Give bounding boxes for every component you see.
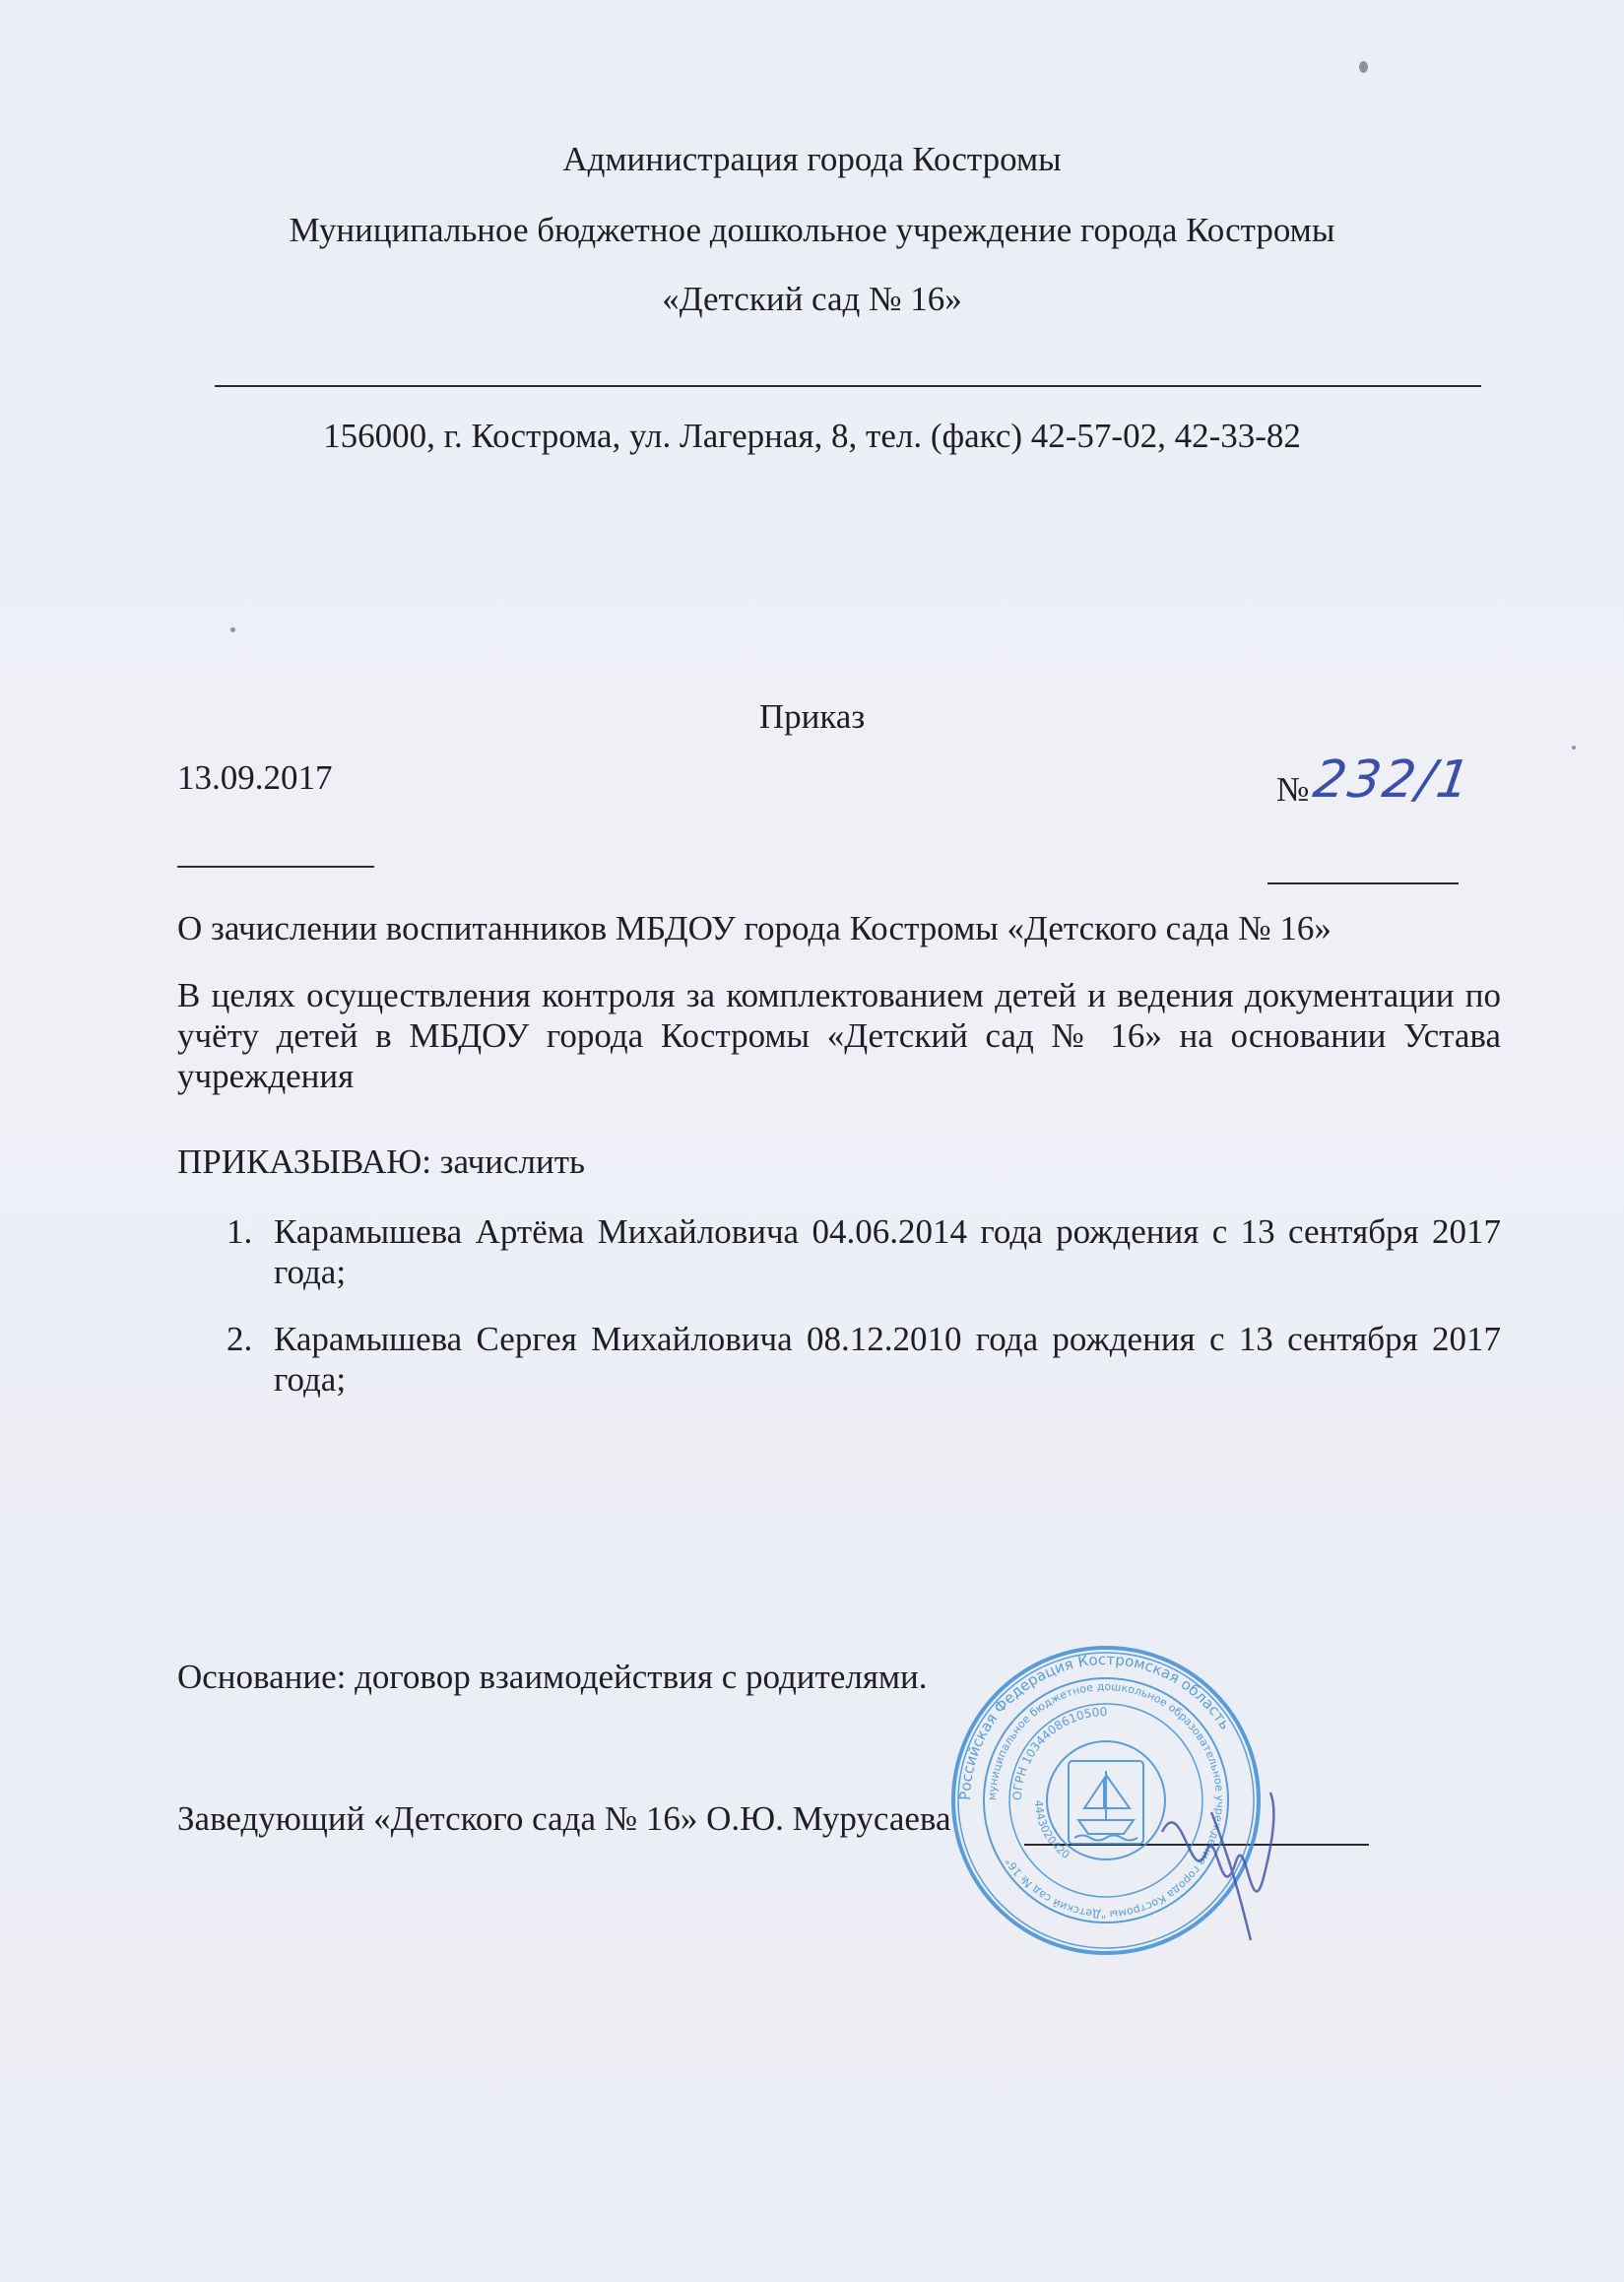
order-number-handwritten: 232/1 <box>1309 750 1476 810</box>
header-administration: Администрация города Костромы <box>562 140 1062 178</box>
order-subject: О зачислении воспитанников МБДОУ города Костромы «Детского сада № 16» <box>177 909 1332 947</box>
date-underline <box>177 866 374 868</box>
header-address: 156000, г. Кострома, ул. Лагерная, 8, тел. (факс) 42-57-02, 42-33-82 <box>323 417 1301 455</box>
stamp-outer-text: Российская Федерация Костромская область <box>955 1650 1235 1801</box>
list-item-text: Карамышева Артёма Михайловича 04.06.2014 года рождения с 13 сентября 2017 года; <box>274 1212 1501 1291</box>
header-divider <box>215 385 1481 387</box>
stamp-inn-text: 4443020420 <box>1031 1799 1072 1862</box>
head-signature-line: Заведующий «Детского сада № 16» О.Ю. Мурусаева <box>177 1799 951 1838</box>
order-number-label: № <box>1276 770 1310 809</box>
order-directive: ПРИКАЗЫВАЮ: зачислить <box>177 1142 585 1181</box>
list-item-number: 1. <box>227 1212 253 1251</box>
stamp-ogrn-text: ОГРН 1034408610500 <box>1009 1704 1108 1801</box>
list-item <box>177 1319 1501 1400</box>
enrollment-list <box>177 1211 1501 1426</box>
list-item-number: 2. <box>227 1320 253 1358</box>
order-date: 13.09.2017 <box>177 758 333 797</box>
handwritten-signature <box>1152 1773 1290 1950</box>
paper-speck <box>230 627 235 632</box>
order-basis: Основание: договор взаимодействия с родителями. <box>177 1658 928 1696</box>
header-kindergarten: «Детский сад № 16» <box>662 280 962 318</box>
list-item-text: Карамышева Сергея Михайловича 08.12.2010 года рождения с 13 сентября 2017 года; <box>274 1320 1501 1399</box>
stamp-middle-text: муниципальное бюджетное дошкольное образовательное учреждение города Костромы "Детский сад № 16" <box>985 1679 1227 1922</box>
number-underline <box>1267 882 1459 884</box>
paper-speck <box>1572 746 1576 750</box>
paper-speck <box>1359 61 1368 73</box>
header-institution: Муниципальное бюджетное дошкольное учреждение города Костромы <box>289 211 1335 249</box>
order-title: Приказ <box>758 697 866 736</box>
order-purpose: В целях осуществления контроля за комплектованием детей и ведения документации по учёту детей в МБДОУ города Костромы «Детский сад № 16» на основании Устава учреждения <box>177 976 1501 1095</box>
list-item <box>177 1211 1501 1292</box>
ship-emblem-icon <box>1069 1761 1143 1844</box>
